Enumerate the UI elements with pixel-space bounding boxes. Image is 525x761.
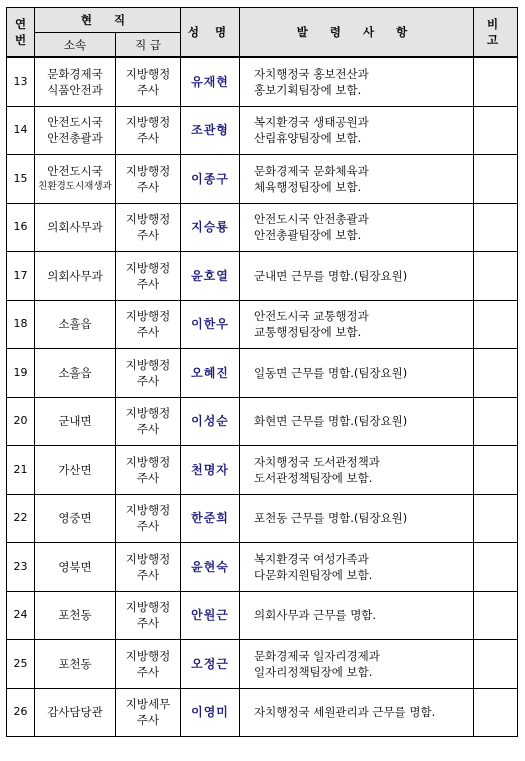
order-cell-line: 군내면 근무를 명함.(팀장요원)	[254, 268, 408, 283]
affiliation-cell-line: 의회사무과	[47, 268, 103, 283]
affiliation-cell	[35, 252, 116, 301]
table-row	[7, 446, 518, 495]
row-number: 13	[7, 57, 35, 106]
order-cell-line: 홍보기획팀장에 보함.	[254, 82, 362, 97]
rank-cell-line: 지방행정	[125, 454, 171, 469]
note-cell	[474, 397, 518, 446]
table-row	[7, 591, 518, 640]
rank-cell-line: 지방행정	[125, 309, 171, 324]
affiliation-cell	[35, 640, 116, 689]
order-cell-line: 안전도시국 교통행정과	[254, 309, 369, 324]
affiliation-cell-line: 친환경도시재생과	[38, 180, 112, 192]
note-cell	[474, 688, 518, 737]
order-cell-line: 문화경제국 문화체육과	[254, 163, 369, 178]
name-cell: 이한우	[181, 300, 240, 349]
table-row	[7, 300, 518, 349]
order-cell-line: 체육행정팀장에 보함.	[254, 179, 362, 194]
name-cell: 오정근	[181, 640, 240, 689]
row-number: 14	[7, 106, 35, 155]
note-cell	[474, 349, 518, 398]
row-number: 25	[7, 640, 35, 689]
rank-cell	[116, 640, 181, 689]
header-order: 발 령 사 항	[240, 8, 474, 58]
rank-cell	[116, 397, 181, 446]
affiliation-cell-line: 포천동	[58, 656, 92, 671]
order-cell	[240, 155, 474, 204]
rank-cell-line: 주사	[136, 131, 160, 146]
order-cell	[240, 591, 474, 640]
order-cell	[240, 252, 474, 301]
rank-cell-line: 주사	[136, 276, 160, 291]
table-row	[7, 252, 518, 301]
affiliation-cell-line: 의회사무과	[47, 220, 103, 235]
header-no	[7, 8, 35, 58]
table-row	[7, 640, 518, 689]
table-row	[7, 397, 518, 446]
name-cell: 윤현숙	[181, 543, 240, 592]
table-body	[7, 57, 518, 737]
name-cell: 지승룡	[181, 203, 240, 252]
header-rank: 직 급	[116, 33, 181, 58]
rank-cell-line: 지방행정	[125, 600, 171, 615]
affiliation-cell	[35, 688, 116, 737]
affiliation-cell	[35, 591, 116, 640]
table-row	[7, 688, 518, 737]
affiliation-cell-line: 영중면	[58, 511, 92, 526]
order-cell	[240, 640, 474, 689]
order-cell-line: 일동면 근무를 명함.(팀장요원)	[254, 365, 408, 380]
order-cell-line: 자치행정국 도서관정책과	[254, 454, 380, 469]
rank-cell	[116, 688, 181, 737]
affiliation-cell-line: 포천동	[58, 608, 92, 623]
rank-cell-line: 지방행정	[125, 648, 171, 663]
affiliation-cell	[35, 446, 116, 495]
affiliation-cell	[35, 106, 116, 155]
rank-cell	[116, 155, 181, 204]
rank-cell-line: 지방행정	[125, 115, 171, 130]
order-cell-line: 안전도시국 안전총괄과	[254, 212, 369, 227]
order-cell-line: 교통행정팀장에 보함.	[254, 325, 362, 340]
rank-cell-line: 지방행정	[125, 212, 171, 227]
rank-cell	[116, 446, 181, 495]
rank-cell	[116, 203, 181, 252]
row-number: 17	[7, 252, 35, 301]
affiliation-cell	[35, 203, 116, 252]
affiliation-cell-line: 소흘읍	[58, 365, 92, 380]
rank-cell-line: 주사	[136, 82, 160, 97]
note-cell	[474, 300, 518, 349]
rank-cell-line: 지방행정	[125, 503, 171, 518]
note-cell	[474, 446, 518, 495]
rank-cell	[116, 349, 181, 398]
name-cell: 천명자	[181, 446, 240, 495]
affiliation-cell	[35, 494, 116, 543]
order-cell-line: 도서관정책팀장에 보함.	[254, 470, 373, 485]
rank-cell-line: 주사	[136, 325, 160, 340]
order-cell	[240, 57, 474, 106]
header-no-line1: 연	[14, 17, 27, 31]
name-cell: 조관형	[181, 106, 240, 155]
order-cell-line: 문화경제국 일자리경제과	[254, 648, 380, 663]
rank-cell-line: 지방행정	[125, 551, 171, 566]
order-cell-line: 자치행정국 세원관리과 근무를 명함.	[254, 705, 436, 720]
table-row	[7, 57, 518, 106]
rank-cell	[116, 591, 181, 640]
table-row	[7, 155, 518, 204]
header-affiliation: 소속	[35, 33, 116, 58]
rank-cell-line: 주사	[136, 422, 160, 437]
note-cell	[474, 106, 518, 155]
affiliation-cell-line: 가산면	[58, 462, 92, 477]
order-cell-line: 안전총괄팀장에 보함.	[254, 228, 362, 243]
rank-cell-line: 주사	[136, 567, 160, 582]
row-number: 19	[7, 349, 35, 398]
row-number: 15	[7, 155, 35, 204]
note-cell	[474, 57, 518, 106]
row-number: 18	[7, 300, 35, 349]
rank-cell	[116, 57, 181, 106]
order-cell	[240, 446, 474, 495]
order-cell-line: 자치행정국 홍보전산과	[254, 66, 369, 81]
name-cell: 유재현	[181, 57, 240, 106]
affiliation-cell-line: 식품안전과	[47, 82, 103, 97]
order-cell-line: 복지환경국 여성가족과	[254, 551, 369, 566]
order-cell-line: 복지환경국 생태공원과	[254, 115, 369, 130]
note-cell	[474, 252, 518, 301]
note-cell	[474, 494, 518, 543]
header-note: 비 고	[474, 8, 518, 58]
note-cell	[474, 203, 518, 252]
table-row	[7, 349, 518, 398]
order-cell	[240, 300, 474, 349]
order-cell	[240, 397, 474, 446]
order-cell-line: 의회사무과 근무를 명함.	[254, 608, 377, 623]
order-cell-line: 산림휴양팀장에 보함.	[254, 131, 362, 146]
affiliation-cell	[35, 543, 116, 592]
row-number: 24	[7, 591, 35, 640]
row-number: 23	[7, 543, 35, 592]
affiliation-cell-line: 안전총괄과	[47, 131, 103, 146]
rank-cell-line: 주사	[136, 713, 160, 728]
order-cell	[240, 494, 474, 543]
name-cell: 한준희	[181, 494, 240, 543]
name-cell: 이영미	[181, 688, 240, 737]
name-cell: 이성순	[181, 397, 240, 446]
note-cell	[474, 640, 518, 689]
affiliation-cell	[35, 57, 116, 106]
rank-cell-line: 지방행정	[125, 66, 171, 81]
affiliation-cell-line: 안전도시국	[47, 163, 103, 178]
rank-cell-line: 주사	[136, 373, 160, 388]
order-cell-line: 다문화지원팀장에 보함.	[254, 567, 373, 582]
personnel-order-table	[6, 7, 518, 737]
affiliation-cell-line: 감사담당관	[47, 705, 103, 720]
rank-cell	[116, 543, 181, 592]
affiliation-cell-line: 문화경제국	[47, 66, 103, 81]
table-row	[7, 203, 518, 252]
name-cell: 윤호열	[181, 252, 240, 301]
rank-cell	[116, 106, 181, 155]
table-row	[7, 106, 518, 155]
rank-cell-line: 지방행정	[125, 163, 171, 178]
order-cell-line: 포천동 근무를 명함.(팀장요원)	[254, 511, 408, 526]
name-cell: 안원근	[181, 591, 240, 640]
order-cell	[240, 106, 474, 155]
row-number: 26	[7, 688, 35, 737]
table-row	[7, 494, 518, 543]
order-cell	[240, 203, 474, 252]
affiliation-cell-line: 영북면	[58, 559, 92, 574]
row-number: 16	[7, 203, 35, 252]
affiliation-cell-line: 안전도시국	[47, 115, 103, 130]
order-cell-line: 일자리정책팀장에 보함.	[254, 664, 373, 679]
name-cell: 이종구	[181, 155, 240, 204]
rank-cell-line: 주사	[136, 519, 160, 534]
order-cell	[240, 688, 474, 737]
order-cell	[240, 543, 474, 592]
order-cell	[240, 349, 474, 398]
rank-cell-line: 주사	[136, 616, 160, 631]
row-number: 20	[7, 397, 35, 446]
rank-cell-line: 주사	[136, 470, 160, 485]
rank-cell-line: 주사	[136, 664, 160, 679]
affiliation-cell	[35, 155, 116, 204]
affiliation-cell	[35, 300, 116, 349]
rank-cell-line: 지방행정	[125, 357, 171, 372]
affiliation-cell-line: 소흘읍	[58, 317, 92, 332]
rank-cell	[116, 252, 181, 301]
affiliation-cell-line: 군내면	[58, 414, 92, 429]
note-cell	[474, 591, 518, 640]
name-cell: 오혜진	[181, 349, 240, 398]
rank-cell-line: 지방행정	[125, 260, 171, 275]
header-name: 성 명	[181, 8, 240, 58]
affiliation-cell	[35, 397, 116, 446]
header-current: 현 직	[35, 8, 181, 33]
rank-cell	[116, 300, 181, 349]
note-cell	[474, 155, 518, 204]
rank-cell	[116, 494, 181, 543]
header-no-line2: 번	[14, 33, 27, 47]
rank-cell-line: 지방행정	[125, 406, 171, 421]
rank-cell-line: 주사	[136, 179, 160, 194]
order-cell-line: 화현면 근무를 명함.(팀장요원)	[254, 414, 408, 429]
note-cell	[474, 543, 518, 592]
table-row	[7, 543, 518, 592]
rank-cell-line: 지방세무	[125, 697, 171, 712]
row-number: 21	[7, 446, 35, 495]
affiliation-cell	[35, 349, 116, 398]
row-number: 22	[7, 494, 35, 543]
rank-cell-line: 주사	[136, 228, 160, 243]
